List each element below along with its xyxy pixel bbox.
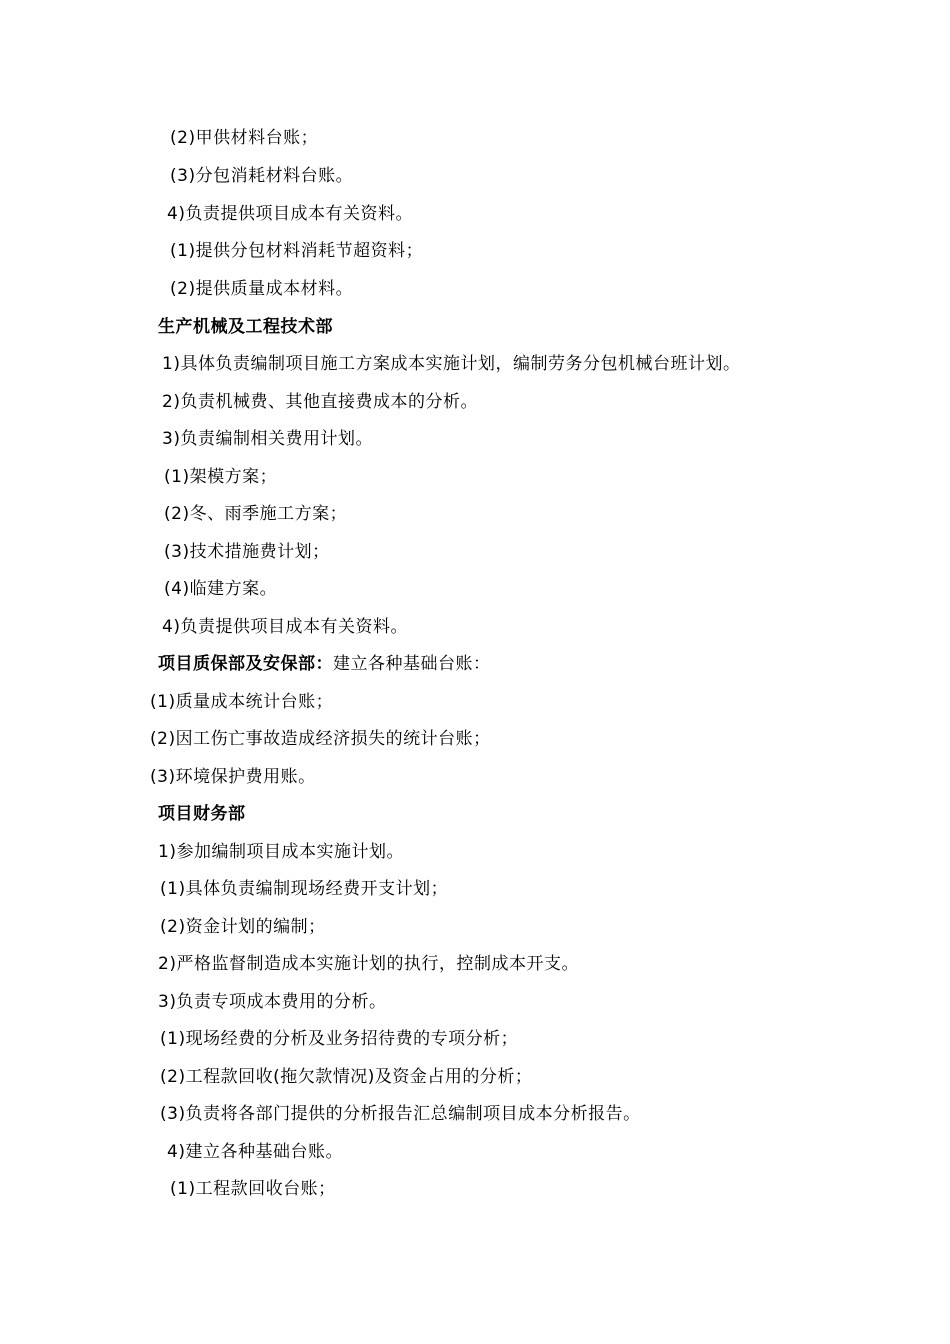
list-item: 2)负责机械费、其他直接费成本的分析。 [162, 392, 478, 412]
list-item: (2)提供质量成本材料。 [170, 279, 354, 299]
section-heading: 项目质保部及安保部： [158, 654, 333, 674]
list-item: (1)现场经费的分析及业务招待费的专项分析； [160, 1029, 519, 1049]
list-item: (3)环境保护费用账。 [150, 767, 316, 787]
list-item: (2)因工伤亡事故造成经济损失的统计台账； [150, 729, 491, 749]
section-heading: 项目财务部 [158, 804, 246, 824]
list-item: 3)负责专项成本费用的分析。 [158, 992, 387, 1012]
list-item: 2)严格监督制造成本实施计划的执行，控制成本开支。 [158, 954, 579, 974]
list-item: (1)质量成本统计台账； [150, 692, 334, 712]
section-heading-suffix: 建立各种基础台账： [333, 654, 491, 674]
list-item: (3)分包消耗材料台账。 [170, 166, 354, 186]
list-item: (2)冬、雨季施工方案； [164, 504, 348, 524]
list-item: 1)具体负责编制项目施工方案成本实施计划，编制劳务分包机械台班计划。 [162, 354, 741, 374]
list-item: (1)具体负责编制现场经费开支计划； [160, 879, 449, 899]
list-item: (1)提供分包材料消耗节超资料； [170, 241, 424, 261]
section-heading-line [158, 653, 491, 675]
list-item: (3)负责将各部门提供的分析报告汇总编制项目成本分析报告。 [160, 1104, 641, 1124]
list-item: (3)技术措施费计划； [164, 542, 330, 562]
list-item: (2)工程款回收(拖欠款情况)及资金占用的分析； [160, 1067, 533, 1087]
list-item: 1)参加编制项目成本实施计划。 [158, 842, 404, 862]
list-item: (1)工程款回收台账； [170, 1179, 336, 1199]
list-item: (2)资金计划的编制； [160, 917, 326, 937]
list-item: (2)甲供材料台账； [170, 128, 319, 148]
list-item: 4)负责提供项目成本有关资料。 [162, 617, 408, 637]
section-heading: 生产机械及工程技术部 [158, 317, 333, 337]
list-item: 3)负责编制相关费用计划。 [162, 429, 373, 449]
list-item: (4)临建方案。 [164, 579, 278, 599]
list-item: 4)建立各种基础台账。 [167, 1142, 343, 1162]
list-item: 4)负责提供项目成本有关资料。 [167, 204, 413, 224]
list-item: (1)架模方案； [164, 467, 278, 487]
